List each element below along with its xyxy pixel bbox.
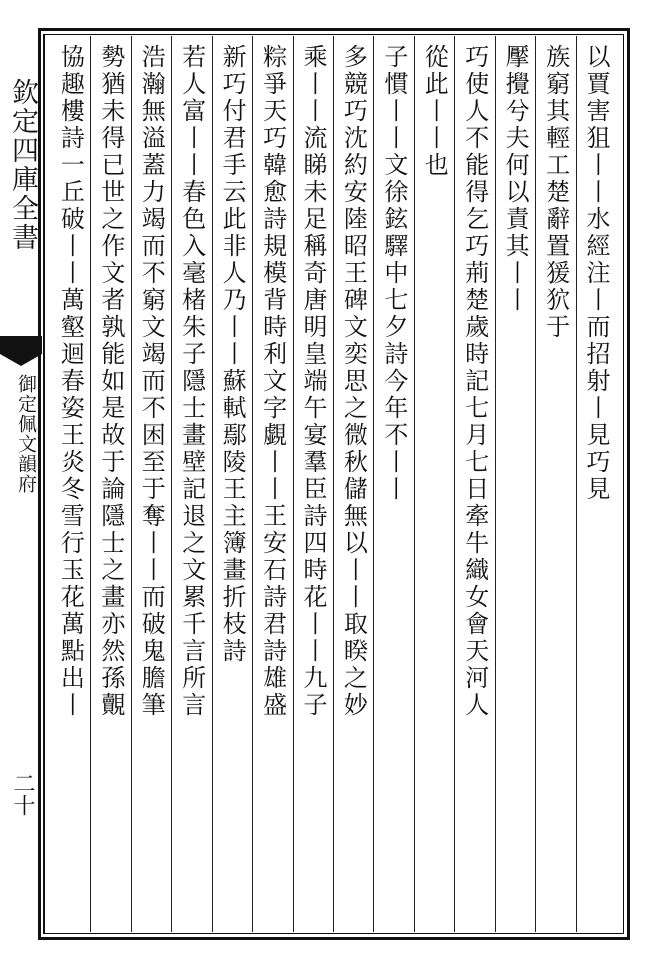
column-rule [171,36,172,932]
column-rule [333,36,334,932]
book-title: 欽定四庫全書 [7,78,38,252]
column-rule [454,36,455,932]
column-rule [252,36,253,932]
text-column: 新巧付君手云此非人乃丨丨蘇軾鄢陵王主簿畫折枝詩 [218,44,247,665]
text-column: 巧使人不能得乞巧荊楚歲時記七月七日牽牛織女會天河人 [460,44,489,719]
page-number: 二十 [10,772,35,816]
volume-label: 御定佩文韻府 [15,374,37,494]
column-rule [495,36,496,932]
column-rule [576,36,577,932]
margin-column [0,34,44,934]
column-rule [212,36,213,932]
text-column: 族窮其輕工楚辭置猨狖于 [541,44,570,341]
text-column: 協趣樓詩一丘破丨丨萬壑迴春姿王炎冬雪行玉花萬點出丨 [56,44,85,719]
column-rule [131,36,132,932]
text-column: 從此丨丨也 [420,44,449,179]
text-column: 多競巧沈約安陸昭王碑文奕思之微秋儲無以丨丨取睽之妙 [339,44,368,719]
column-rule [90,36,91,932]
text-column: 若人富丨丨春色入毫楮朱子隱士畫壁記退之文累千言所言 [177,44,206,719]
column-rule [414,36,415,932]
text-column: 浩瀚無溢蓋力竭而不窮文竭而不困至于奪丨丨而破鬼膽筆 [137,44,166,719]
text-column: 擪攪兮夫何以責其丨丨 [501,44,530,314]
fish-tail-mark [0,336,42,366]
column-rule [293,36,294,932]
text-column: 粽爭天巧韓愈詩規模背時利文字覷丨丨王安石詩君詩雄盛 [258,44,287,719]
column-rule [373,36,374,932]
text-column: 勢猶未得已世之作文者孰能如是故于論隱士之畫亦然孫覿 [96,44,125,719]
text-column: 以賈害狙丨丨水經注丨而招射丨見巧見 [581,44,610,503]
text-column: 子慣丨丨文徐鉉驛中七夕詩今年不丨丨 [379,44,408,503]
text-column: 乘丨丨流睇未足稱奇唐明皇端午宴羣臣詩四時花丨丨九子 [298,44,327,719]
column-rule [535,36,536,932]
